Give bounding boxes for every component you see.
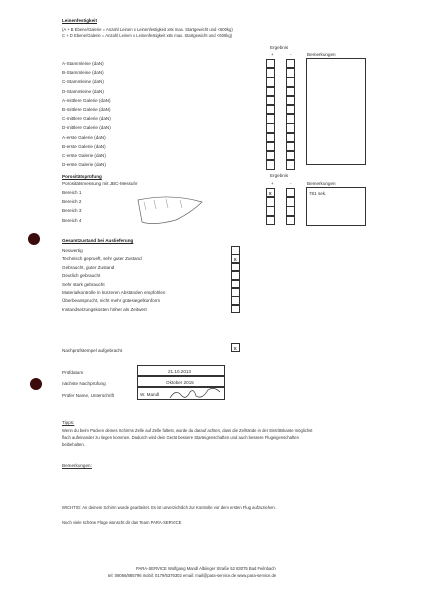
leinen-row-label: C-mittlere Galerie (daN) (62, 116, 111, 122)
porositaet-remark-text: 781 sek. (309, 191, 327, 196)
leinen-title: Leinenfestigkeit (62, 18, 97, 23)
gesamt-checkbox[interactable] (231, 263, 240, 272)
leinen-minus-cell[interactable] (286, 114, 295, 123)
porositaet-minus-cell[interactable] (286, 216, 295, 225)
leinen-minus-label: - (290, 52, 292, 57)
leinen-plus-cell[interactable] (266, 59, 275, 68)
pruefdatum-field[interactable] (137, 365, 225, 376)
stempel-label: Nachprüfstempel aufgebracht (62, 348, 123, 353)
gesamt-checkbox[interactable] (231, 280, 240, 289)
naechste-value: Oktober 2015 (166, 380, 194, 385)
stempel-mark: X (233, 345, 237, 351)
leinen-minus-cell[interactable] (286, 59, 295, 68)
leinen-minus-cell[interactable] (286, 142, 295, 151)
porositaet-plus-cell[interactable] (266, 197, 275, 206)
pruefdatum-label: Prüfdatum (62, 370, 84, 375)
porositaet-plus-cell[interactable] (266, 216, 275, 225)
leinen-row-label: B-Stammleine (daN) (62, 70, 104, 76)
leinen-row-label: A-mittlere Galerie (daN) (62, 97, 111, 103)
porositaet-mark: X (268, 190, 272, 196)
leinen-row-label: D-mittlere Galerie (daN) (62, 125, 111, 131)
leinen-plus-cell[interactable] (266, 142, 275, 151)
leinen-minus-cell[interactable] (286, 160, 295, 169)
leinen-row-label: D-erste Galerie (daN) (62, 162, 106, 168)
naechste-label: nächste Nachprüfung (62, 381, 106, 386)
stempel-checkbox[interactable] (231, 343, 240, 352)
leinen-plus-cell[interactable] (266, 114, 275, 123)
leinen-row-label: A-erste Galerie (daN) (62, 134, 106, 140)
leinen-row-label: B-erste Galerie (daN) (62, 143, 106, 149)
wichtig-text: WICHTIG: An deinem Schirm wurde gearbeitet. Es ist unverzichtlich zur Kontrolle vor dem ersten Flug aufzuziehen. (62, 505, 276, 510)
leinen-plus-cell[interactable] (266, 123, 275, 132)
leinen-plus-cell[interactable] (266, 87, 275, 96)
leinen-minus-cell[interactable] (286, 96, 295, 105)
leinen-minus-cell[interactable] (286, 105, 295, 114)
porositaet-minus-cell[interactable] (286, 206, 295, 215)
gesamt-item-label: Instandsetzungskosten höher als Zeitwert (62, 306, 147, 312)
leinen-formula-1: (A + B Ebene/Galerie = Anzahl Leinen x Leinenfestigkeit x8x max. Startgewicht und <600kg) (62, 27, 233, 32)
gesamt-item-label: Überbeansprucht, nicht mehr gütesiegelkonform (62, 298, 161, 304)
porositaet-minus-label: - (290, 181, 292, 186)
leinen-minus-cell[interactable] (286, 77, 295, 86)
bereich-label: Bereich 3 (62, 208, 82, 214)
gesamt-checkbox[interactable] (231, 246, 240, 255)
gesamt-item-label: Technisch geprueft, sehr guter Zustand (62, 256, 142, 262)
footer-line-1: PARA-SERVICE Wolfgang Mandl Albiinger Straße 52 83075 Bad Feilnbach (136, 566, 276, 571)
tipps-title: Tipps: (62, 420, 75, 425)
leinen-plus-cell[interactable] (266, 133, 275, 142)
gesamt-checkbox[interactable] (231, 305, 240, 314)
gesamt-item-label: Deutlich gebraucht (62, 273, 101, 279)
gesamt-checkbox[interactable] (231, 271, 240, 280)
tipps-text-1: Wenn du beim Packen deines Schirms Zelle auf Zelle faltest, wurde du darauf achten, dass die Zellrände in der Eintrittskante möglichst (62, 428, 313, 433)
gesamt-mark: X (233, 256, 237, 262)
leinen-minus-cell[interactable] (286, 133, 295, 142)
leinen-remarks-box[interactable] (306, 58, 366, 165)
gesamt-title: Gesamtzustand bei Auslieferung (62, 238, 134, 243)
porositaet-subtitle: Porositätsmessung mit JBC-Messuhr (62, 181, 138, 186)
pruefer-label: Prüfer Name, Unterschrift (62, 393, 115, 398)
gesamt-checkbox[interactable] (231, 288, 240, 297)
porositaet-ergebnis-label: Ergebnis (270, 173, 289, 178)
porositaet-plus-label: + (271, 181, 274, 186)
bereich-label: Bereich 1 (62, 190, 82, 195)
pruefdatum-value: 21.10.2013 (168, 369, 191, 374)
pruefer-value: W. Mandl (140, 392, 160, 397)
leinen-plus-cell[interactable] (266, 96, 275, 105)
leinen-minus-cell[interactable] (286, 123, 295, 132)
porositaet-title: Porositätsprüfung (62, 174, 102, 179)
signature-icon (168, 386, 223, 402)
bemerkungen-label: Bemerkungen: (62, 463, 92, 468)
leinen-plus-cell[interactable] (266, 77, 275, 86)
leinen-plus-cell[interactable] (266, 68, 275, 77)
porositaet-bemerkungen-label: Bemerkungen (307, 181, 336, 186)
porositaet-plus-cell[interactable] (266, 188, 275, 197)
gesamt-item-label: Neuwertig (62, 248, 83, 253)
punch-hole-bottom (30, 378, 42, 390)
gruss-text: Noch viele schöne Flüge wünscht dir das Team PARA-SERVICE (62, 520, 182, 525)
bereich-label: Bereich 4 (62, 217, 82, 223)
leinen-row-label: D-Stammleine (daN) (62, 88, 104, 94)
leinen-row-label: B-mittlere Galerie (daN) (62, 107, 111, 112)
leinen-bemerkungen-label: Bemerkungen (307, 52, 336, 57)
footer-line-2: tel: 08066/885796 mobil: 0179/5376302 email: mail@para-service.de www.para-service.de (108, 573, 277, 578)
leinen-row-label: C-Stammleine (daN) (62, 79, 104, 85)
leinen-formula-2: C + D Ebene/Galerie = Anzahl Leinen x Leinenfestigkeit x8x max. Startgewicht und <600kg) (62, 33, 233, 38)
leinen-plus-label: + (271, 52, 274, 57)
leinen-plus-cell[interactable] (266, 151, 275, 160)
gesamt-item-label: Sehr stark gebraucht (62, 281, 105, 287)
porositaet-remarks-box[interactable] (306, 187, 366, 226)
gesamt-checkbox[interactable] (231, 254, 240, 263)
leinen-plus-cell[interactable] (266, 105, 275, 114)
wing-sketch-icon (136, 192, 206, 228)
punch-hole-top (28, 233, 40, 245)
leinen-minus-cell[interactable] (286, 68, 295, 77)
gesamt-item-label: Materialkontrolle in kürzeren Abständen empfohlen (62, 290, 166, 295)
leinen-row-label: A-Stammleine (daN) (62, 61, 104, 66)
leinen-ergebnis-label: Ergebnis (270, 45, 289, 50)
porositaet-minus-cell[interactable] (286, 188, 295, 197)
porositaet-minus-cell[interactable] (286, 197, 295, 206)
gesamt-item-label: Gebraucht, guter Zustand (62, 264, 115, 270)
leinen-row-label: C-erste Galerie (daN) (62, 153, 106, 158)
porositaet-plus-cell[interactable] (266, 206, 275, 215)
tipps-text-3: beibehalten. (62, 442, 85, 447)
leinen-plus-cell[interactable] (266, 160, 275, 169)
leinen-minus-cell[interactable] (286, 87, 295, 96)
tipps-text-2: flach aufeinander zu liegen kommen. Dadurch wird dein Gerät bessere Starteigenschaften und auch bessere Flugeigenschaften (62, 435, 299, 440)
leinen-minus-cell[interactable] (286, 151, 295, 160)
bereich-label: Bereich 2 (62, 199, 82, 205)
gesamt-checkbox[interactable] (231, 296, 240, 305)
